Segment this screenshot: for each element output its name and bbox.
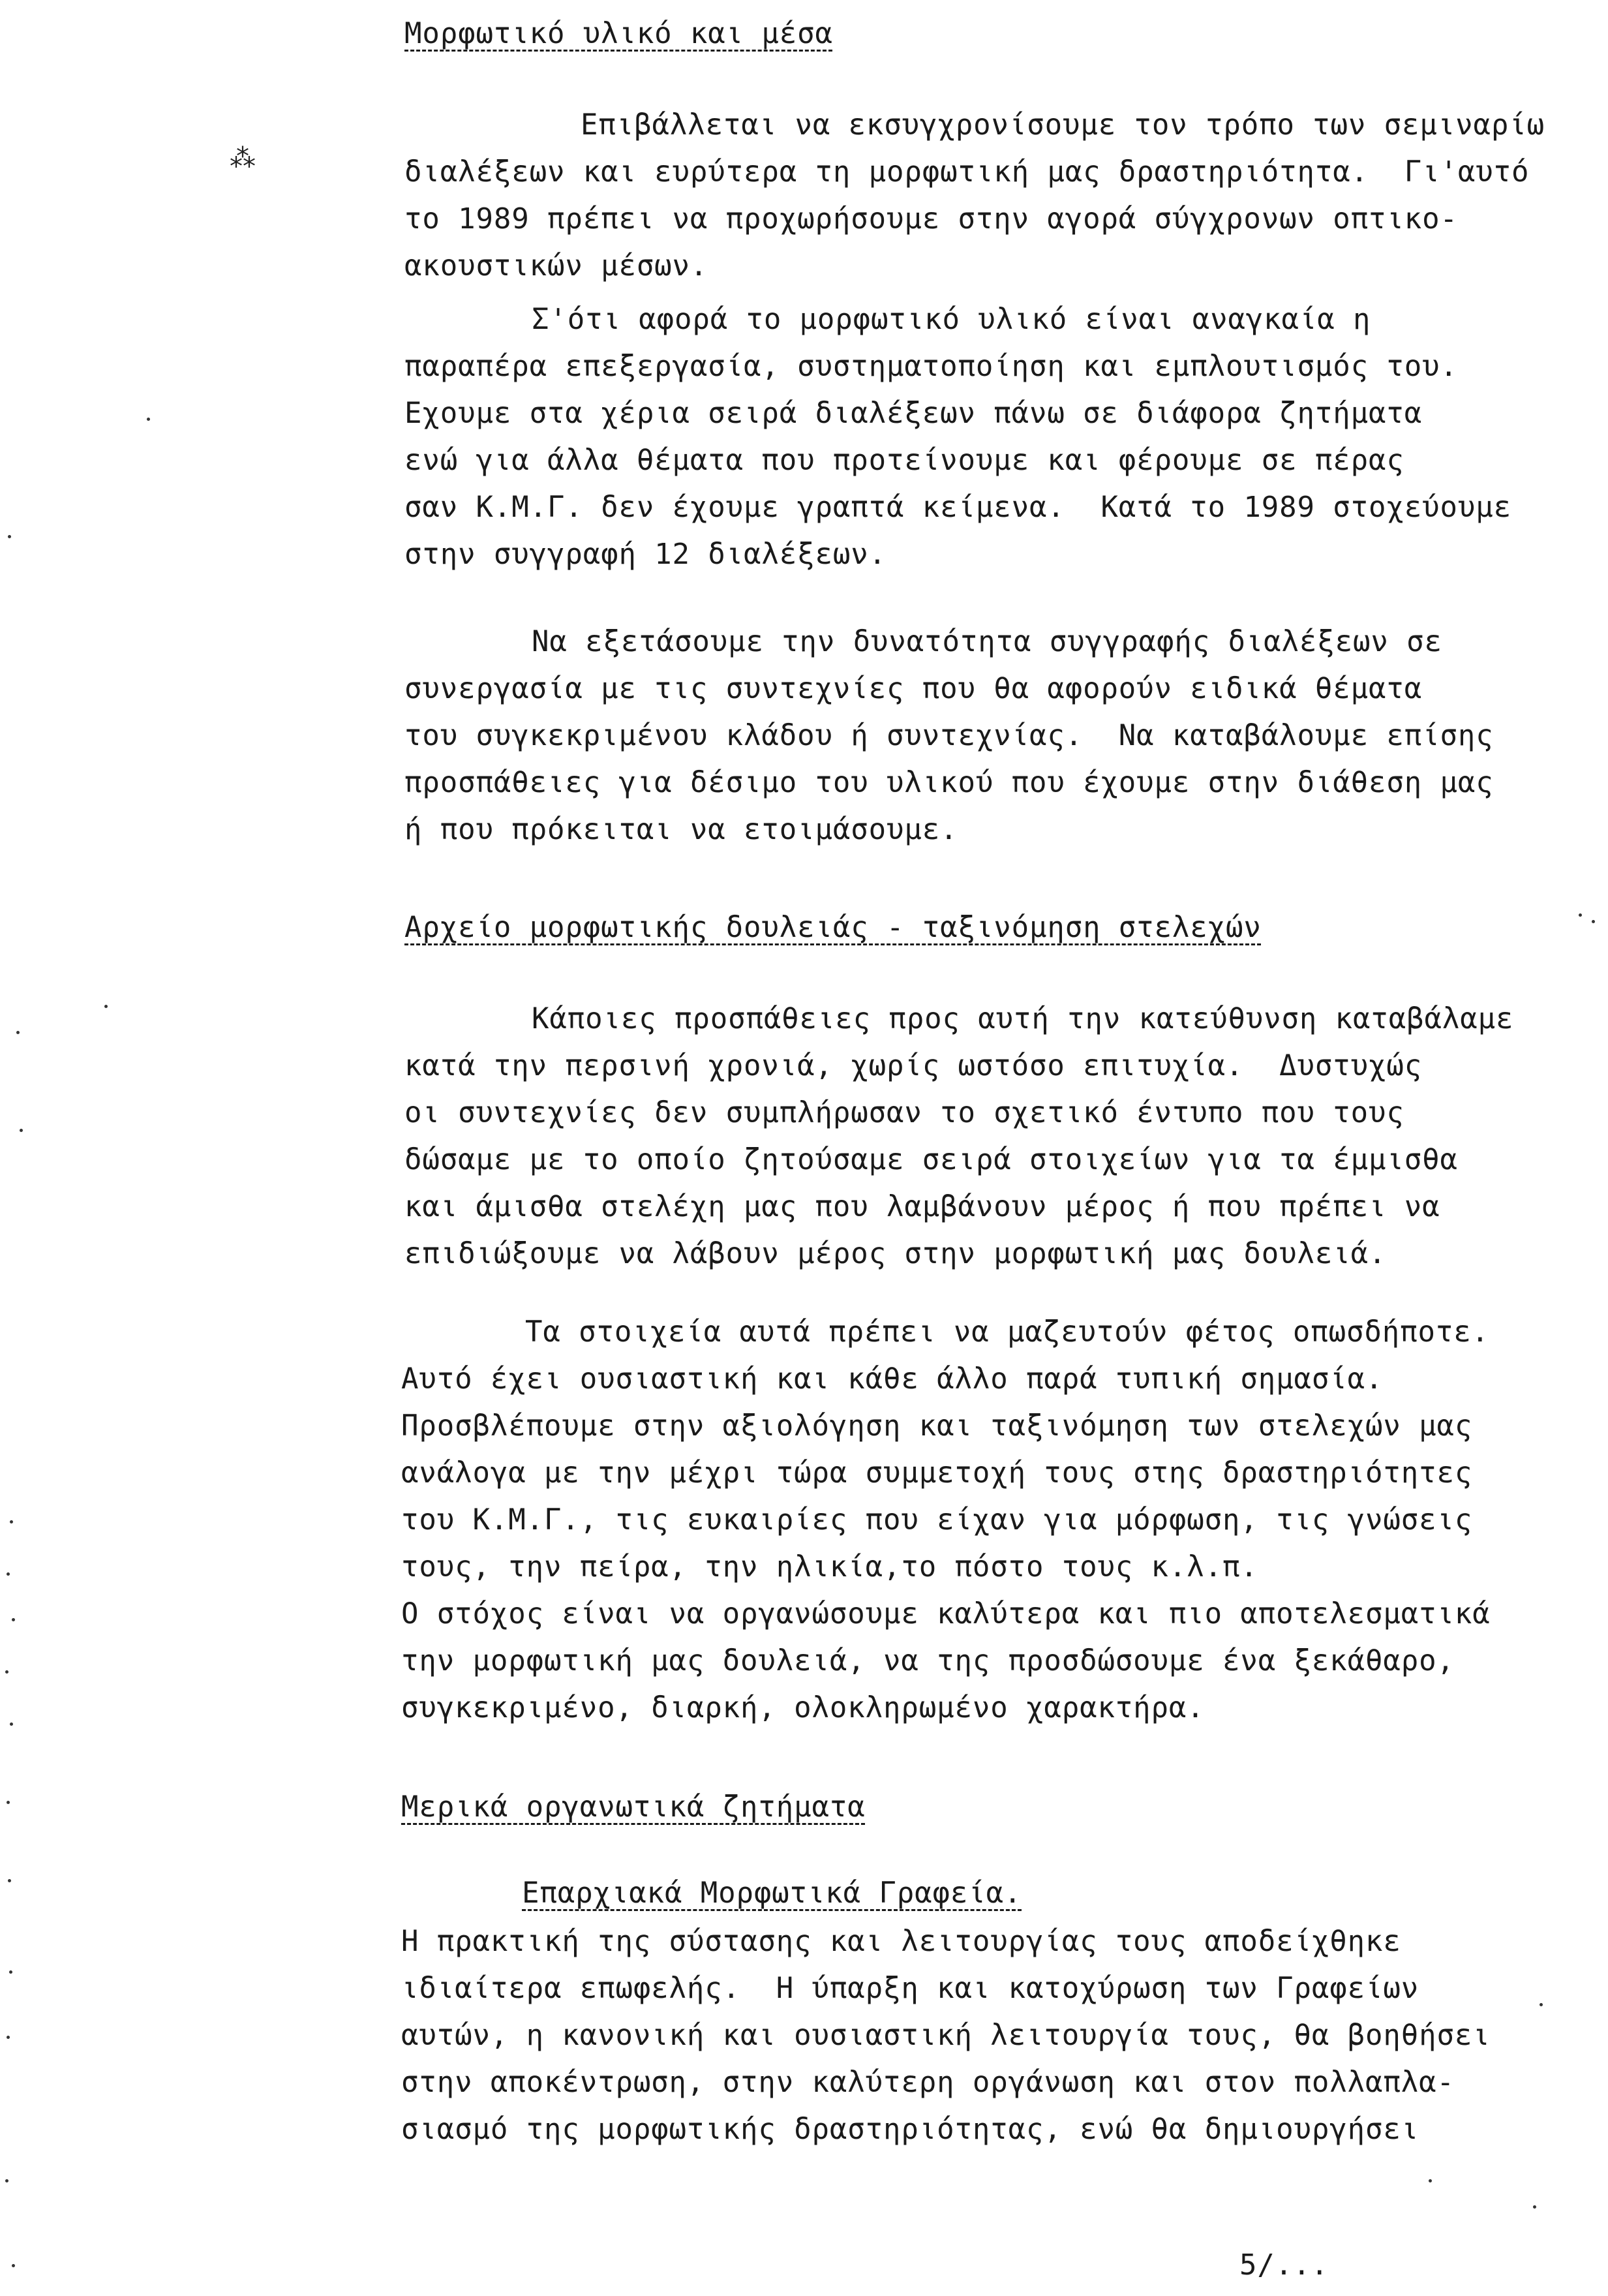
- scan-speck: [9, 1970, 12, 1974]
- scan-speck: [8, 1879, 11, 1882]
- paragraph-line: Επιβάλλεται να εκσυγχρονίσουμε τον τρόπο των σεμιναρίω: [581, 108, 1545, 142]
- paragraph-line: Σ'ότι αφορά το μορφωτικό υλικό είναι αναγκαία η: [532, 303, 1371, 336]
- paragraph-line: δώσαμε με το οποίο ζητούσαμε σειρά στοιχείων για τα έμμισθα: [404, 1143, 1458, 1176]
- paragraph-line: συνεργασία με τις συντεχνίες που θα αφορούν ειδικά θέματα: [404, 672, 1423, 705]
- section-heading-organizational-issues: Μερικά οργανωτικά ζητήματα: [401, 1790, 866, 1824]
- subheading-regional-offices: Επαρχιακά Μορφωτικά Γραφεία.: [522, 1876, 1022, 1910]
- paragraph-line: αυτών, η κανονική και ουσιαστική λειτουργία τους, θα βοηθήσει: [401, 2019, 1491, 2052]
- scan-speck: [10, 1722, 13, 1726]
- scan-speck: [12, 2264, 15, 2267]
- scan-speck: [7, 2036, 10, 2039]
- paragraph-line: ιδιαίτερα επωφελής. Η ύπαρξη και κατοχύρωση των Γραφείων: [401, 1972, 1419, 2005]
- paragraph-line: τους, την πείρα, την ηλικία,το πόστο τους κ.λ.π.: [401, 1550, 1258, 1584]
- scan-speck: [1533, 2205, 1536, 2209]
- paragraph-line: προσπάθειες για δέσιμο του υλικού που έχουμε στην διάθεση μας: [404, 766, 1494, 799]
- paragraph-line: σιασμό της μορφωτικής δραστηριότητας, ενώ θα δημιουργήσει: [401, 2113, 1419, 2146]
- paragraph-line: διαλέξεων και ευρύτερα τη μορφωτική μας δραστηριότητα. Γι'αυτό: [404, 155, 1530, 189]
- scan-speck: [1540, 2003, 1543, 2006]
- paragraph-line: παραπέρα επεξεργασία, συστηματοποίηση και εμπλουτισμός του.: [404, 350, 1458, 383]
- scan-speck: [10, 1520, 13, 1523]
- paragraph-line: Αυτό έχει ουσιαστική και κάθε άλλο παρά τυπική σημασία.: [401, 1362, 1384, 1396]
- scan-speck: [8, 535, 11, 538]
- section-heading-educational-material: Μορφωτικό υλικό και μέσα: [404, 17, 833, 50]
- scan-speck: [104, 1005, 108, 1008]
- paragraph-line: ενώ για άλλα θέματα που προτείνουμε και φέρουμε σε πέρας: [404, 444, 1404, 477]
- paragraph-line: Ο στόχος είναι να οργανώσουμε καλύτερα και πιο αποτελεσματικά: [401, 1597, 1491, 1630]
- paragraph-line: Κάποιες προσπάθειες προς αυτή την κατεύθυνση καταβάλαμε: [532, 1002, 1514, 1035]
- scan-speck: [1592, 920, 1595, 923]
- scan-speck: [147, 418, 150, 421]
- scan-speck: [1579, 913, 1582, 917]
- paragraph-line: επιδιώξουμε να λάβουν μέρος στην μορφωτική μας δουλειά.: [404, 1237, 1387, 1270]
- section-heading-archive: Αρχείο μορφωτικής δουλειάς - ταξινόμηση στελεχών: [404, 911, 1262, 944]
- paragraph-line: σαν Κ.Μ.Γ. δεν έχουμε γραπτά κείμενα. Κατά το 1989 στοχεύουμε: [404, 491, 1511, 524]
- paragraph-line: Εχουμε στα χέρια σειρά διαλέξεων πάνω σε διάφορα ζητήματα: [404, 397, 1423, 430]
- scan-speck: [5, 2179, 8, 2182]
- paragraph-line: Τα στοιχεία αυτά πρέπει να μαζευτούν φέτος οπωσδήποτε.: [525, 1315, 1489, 1349]
- scan-speck: [7, 1801, 10, 1804]
- scan-speck: [5, 1670, 8, 1674]
- paragraph-line: ανάλογα με την μέχρι τώρα συμμετοχή τους στης δραστηριότητες: [401, 1456, 1473, 1490]
- paragraph-line: οι συντεχνίες δεν συμπλήρωσαν το σχετικό έντυπο που τους: [404, 1096, 1404, 1129]
- paragraph-line: Η πρακτική της σύστασης και λειτουργίας τους αποδείχθηκε: [401, 1925, 1401, 1958]
- paragraph-line: ή που πρόκειται να ετοιμάσουμε.: [404, 813, 958, 846]
- paragraph-line: Προσβλέπουμε στην αξιολόγηση και ταξινόμηση των στελεχών μας: [401, 1409, 1473, 1443]
- paragraph-line: συγκεκριμένο, διαρκή, ολοκληρωμένο χαρακτήρα.: [401, 1691, 1205, 1724]
- paragraph-line: στην συγγραφή 12 διαλέξεων.: [404, 538, 887, 571]
- paragraph-line: του Κ.Μ.Γ., τις ευκαιρίες που είχαν για μόρφωση, τις γνώσεις: [401, 1503, 1473, 1537]
- scan-mark: ⁂: [230, 144, 256, 174]
- paragraph-line: κατά την περσινή χρονιά, χωρίς ωστόσο επιτυχία. Δυστυχώς: [404, 1049, 1423, 1082]
- paragraph-line: την μορφωτική μας δουλειά, να της προσδώσουμε ένα ξεκάθαρο,: [401, 1644, 1455, 1677]
- scan-speck: [7, 1572, 10, 1576]
- scan-speck: [1429, 2179, 1432, 2182]
- page-continuation-marker: 5/...: [1239, 2248, 1329, 2282]
- paragraph-line: του συγκεκριμένου κλάδου ή συντεχνίας. Να καταβάλουμε επίσης: [404, 719, 1494, 752]
- paragraph-line: το 1989 πρέπει να προχωρήσουμε στην αγορά σύγχρονων οπτικο-: [404, 202, 1458, 236]
- scan-speck: [16, 1031, 20, 1034]
- scan-speck: [12, 1618, 15, 1621]
- paragraph-line: ακουστικών μέσων.: [404, 249, 708, 283]
- paragraph-line: Να εξετάσουμε την δυνατότητα συγγραφής διαλέξεων σε: [532, 625, 1442, 658]
- scan-speck: [20, 1129, 23, 1132]
- paragraph-line: στην αποκέντρωση, στην καλύτερη οργάνωση και στον πολλαπλα-: [401, 2066, 1455, 2099]
- paragraph-line: και άμισθα στελέχη μας που λαμβάνουν μέρος ή που πρέπει να: [404, 1190, 1440, 1223]
